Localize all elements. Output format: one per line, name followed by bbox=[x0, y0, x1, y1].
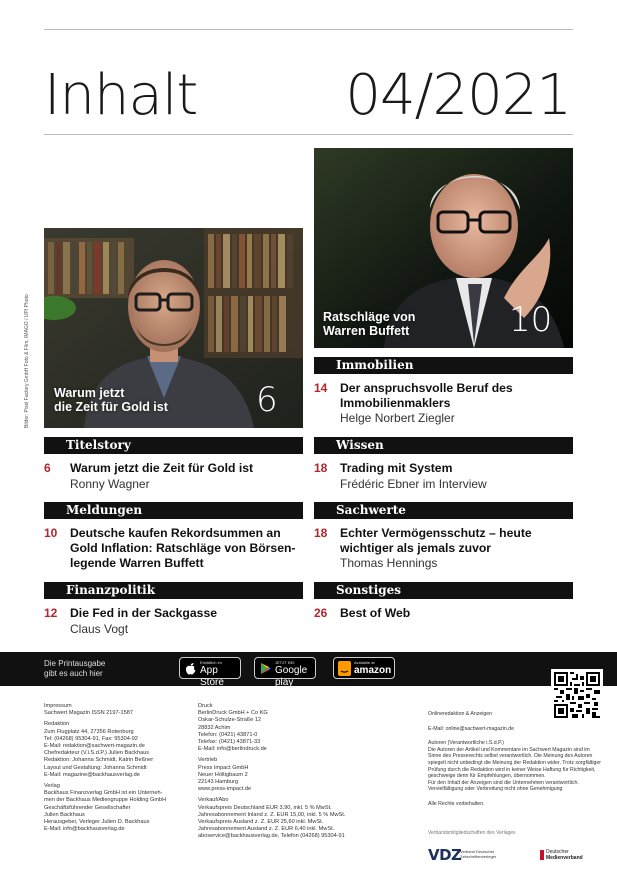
entry-author: Thomas Hennings bbox=[340, 556, 438, 570]
cover-story-photo-page: 6 bbox=[256, 380, 278, 420]
entry-page-number: 18 bbox=[314, 461, 328, 475]
toc-entry-meldungen[interactable] bbox=[44, 526, 303, 572]
medienverband-text: Deutscher Medienverband bbox=[546, 849, 583, 861]
section-header-titelstory: Titelstory bbox=[44, 437, 303, 454]
entry-page-number: 6 bbox=[44, 461, 51, 475]
google-play-button[interactable] bbox=[254, 657, 316, 688]
toc-entry-titelstory[interactable] bbox=[44, 461, 303, 493]
app-store-label: App Store bbox=[200, 665, 224, 688]
imprint-column-1: Impressum Sachwert Magazin ISSN 2197-1587 Redaktion Zum Flugplatz 44, 27356 Rotenburg Tel: (04268) 95304-91, Fax: 95304-92 E-Mail: redaktion@sachwert-magazin.de Chefredakteur (V.i.S.d.P.) Julien Backhaus Redaktion: Johanna Schmidt, Katrin Beßner Layout und Gestaltung: Johanna Schmidt E-Mail: magazine@backhausverlag.de Verlag Backhaus Finanzverlag GmbH ist ein Unterneh- men der Backhaus Mediengruppe Holding GmbH Geschäftsführender Gesellschafter Julien Backhaus Herausgeber, Verleger Julien D. Backhaus E-Mail: info@backhausverlag.de bbox=[44, 703, 167, 833]
section-header-finanzpolitik: Finanzpolitik bbox=[44, 582, 303, 599]
toc-entry-sachwerte[interactable] bbox=[314, 526, 573, 572]
section-header-meldungen: Meldungen bbox=[44, 502, 303, 519]
entry-page-number: 18 bbox=[314, 526, 328, 540]
google-play-label: Google play bbox=[275, 665, 308, 688]
entry-title: Die Fed in der Sackgasse bbox=[70, 606, 217, 620]
page-title: Inhalt bbox=[44, 63, 198, 128]
amazon-label: amazon bbox=[354, 665, 392, 676]
entry-title: Warum jetzt die Zeit für Gold ist bbox=[70, 461, 254, 475]
entry-author: Frédéric Ebner im Interview bbox=[340, 477, 487, 491]
medienverband-icon bbox=[540, 850, 544, 860]
entry-page-number: 10 bbox=[44, 526, 58, 540]
imprint-column-3: Onlineredaktion & Anzeigen E-Mail: online@sachwert-magazin.de Autoren (Verantwortliche i.S.d.P.) Die Autoren der Artikel und Kommentare im Sachwert Magazin sind im Sinne des Presserechts selbst verantwortlich. Die Meinung des Autoren spiegelt nicht unbedingt die Meinung der Redaktion wider. Trotz sorgfältiger Prüfung durch die Redaktion wird in keiner Weise Haftung für Richtigkeit, geschweige denn für Empfehlungen, übernommen. Für den Inhalt der Anzeigen sind die Unternehmen verantwortlich. Vervielfältigung oder Verbreitung nicht ohne Genehmigung Alle Rechte vorbehalten. bbox=[428, 711, 602, 807]
entry-page-number: 12 bbox=[44, 606, 58, 620]
buffett-photo-caption: Ratschläge von Warren Buffett bbox=[323, 310, 416, 338]
section-header-wissen: Wissen bbox=[314, 437, 573, 454]
section-header-immobilien: Immobilien bbox=[314, 357, 573, 374]
toc-entry-finanzpolitik[interactable] bbox=[44, 606, 303, 638]
membership-label: Verbandsmitgliedschaften des Verlages bbox=[428, 830, 516, 836]
print-edition-text: Die Printausgabe gibt es auch hier bbox=[44, 659, 106, 678]
toc-entry-immobilien[interactable] bbox=[314, 381, 573, 427]
photo-credit: Bilder: Pixel Factory GmbH Foto & Film, IMAGO / UPI Photo bbox=[24, 294, 30, 428]
vdz-logo-sub: Verband Deutscher Zeitschriftenverleger bbox=[460, 849, 497, 859]
entry-page-number: 14 bbox=[314, 381, 328, 395]
google-play-icon bbox=[260, 662, 271, 675]
amazon-icon bbox=[338, 661, 351, 676]
toc-entry-wissen[interactable] bbox=[314, 461, 573, 493]
buffett-photo-page: 10 bbox=[509, 300, 553, 340]
entry-author: Claus Vogt bbox=[70, 622, 129, 636]
imprint-column-2: Druck BerlinDruck GmbH + Co KG Oskar-Schulze-Straße 12 28832 Achim Telefon: (0421) 43871-0 Telefax: (0421) 43871-33 E-Mail: info@berlindruck.de Vertrieb Press Impact GmbH Neuer Höltigbaum 2 22143 Hamburg www.press-impact.de Verkauf/Abo Verkaufspreis Deutschland EUR 3,90, inkl. 5 % MwSt. Jahresabonnement Inland z. Z. EUR 15,00, inkl. 5 % MwSt. Verkaufspreis Ausland z. Z. EUR 25,60 inkl. MwSt. Jahresabonnement Ausland z. Z. EUR 6,40 inkl. MwSt. aboservice@backhausverlag.de, Telefon (04268) 95304-91 bbox=[198, 703, 346, 840]
entry-title: Deutsche kaufen Rekordsummen an Gold Inflation: Ratschläge von Börsen-legende Warren Buffett bbox=[70, 526, 296, 570]
toc-entry-sonstiges[interactable] bbox=[314, 606, 573, 624]
entry-title: Trading mit System bbox=[340, 461, 453, 475]
section-header-sonstiges: Sonstiges bbox=[314, 582, 573, 599]
section-header-sachwerte: Sachwerte bbox=[314, 502, 573, 519]
medienverband-logo bbox=[540, 848, 588, 866]
amazon-small-text: Available at bbox=[354, 660, 375, 665]
vdz-logo-text: VDZ bbox=[428, 846, 462, 864]
entry-page-number: 26 bbox=[314, 606, 328, 620]
app-store-button[interactable] bbox=[179, 657, 241, 688]
google-play-small-text: JETZT BEI bbox=[275, 660, 295, 665]
entry-title: Echter Vermögensschutz – heute wichtiger als jemals zuvor bbox=[340, 526, 532, 555]
entry-title: Der anspruchsvolle Beruf des Immobilienmaklers bbox=[340, 381, 513, 410]
app-store-small-text: Erhältlich im bbox=[200, 660, 222, 665]
apple-icon bbox=[185, 662, 196, 675]
header-rule bbox=[44, 134, 573, 135]
top-rule bbox=[44, 29, 573, 30]
amazon-button[interactable] bbox=[333, 657, 395, 679]
issue-number: 04/2021 bbox=[345, 63, 571, 128]
entry-author: Helge Norbert Ziegler bbox=[340, 411, 455, 425]
entry-author: Ronny Wagner bbox=[70, 477, 150, 491]
cover-story-photo-caption: Warum jetzt die Zeit für Gold ist bbox=[54, 386, 168, 414]
entry-title: Best of Web bbox=[340, 606, 411, 620]
